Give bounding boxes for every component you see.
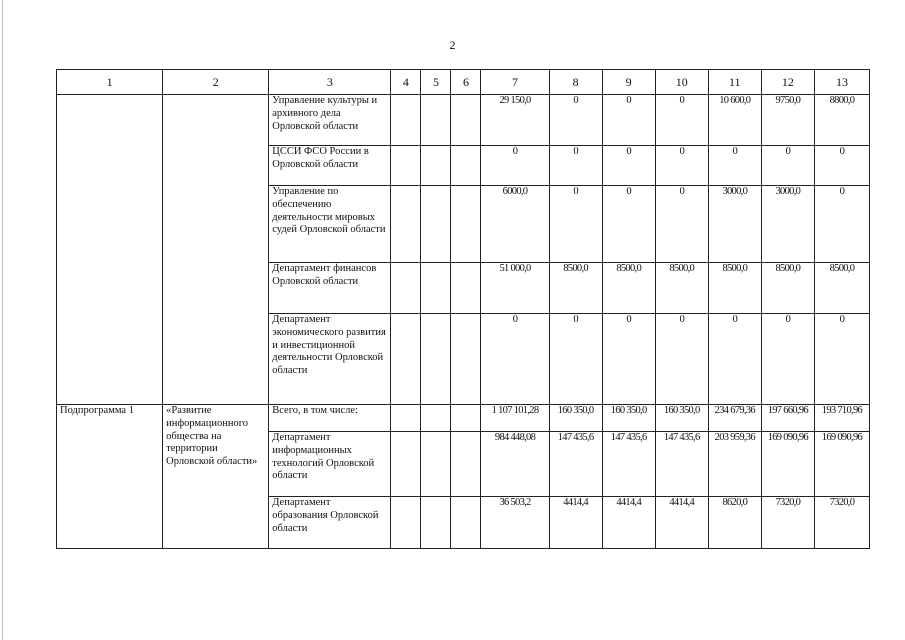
program-name-cell — [163, 95, 269, 405]
column-header: 2 — [163, 70, 269, 95]
empty-cell — [391, 405, 421, 432]
column-header: 11 — [708, 70, 761, 95]
executor-cell: ЦССИ ФСО России в Орловской области — [269, 146, 391, 186]
empty-cell — [391, 186, 421, 263]
column-header: 9 — [602, 70, 655, 95]
value-cell: 0 — [549, 95, 602, 146]
value-cell: 0 — [602, 186, 655, 263]
column-header: 3 — [269, 70, 391, 95]
value-cell: 0 — [761, 314, 814, 405]
value-cell: 51 000,0 — [481, 263, 549, 314]
executor-cell: Департамент экономического развития и инвестиционной деятельности Орловской области — [269, 314, 391, 405]
empty-cell — [421, 263, 451, 314]
empty-cell — [451, 95, 481, 146]
value-cell: 193 710,96 — [814, 405, 869, 432]
value-cell: 8500,0 — [602, 263, 655, 314]
value-cell: 984 448,08 — [481, 432, 549, 497]
page-number: 2 — [449, 38, 456, 52]
value-cell: 10 600,0 — [708, 95, 761, 146]
empty-cell — [451, 263, 481, 314]
executor-cell: Департамент информационных технологий Орловской области — [269, 432, 391, 497]
value-cell: 0 — [655, 146, 708, 186]
value-cell: 3000,0 — [708, 186, 761, 263]
value-cell: 0 — [602, 314, 655, 405]
value-cell: 4414,4 — [655, 497, 708, 549]
value-cell: 0 — [602, 146, 655, 186]
column-header: 13 — [814, 70, 869, 95]
empty-cell — [421, 95, 451, 146]
value-cell: 9750,0 — [761, 95, 814, 146]
value-cell: 0 — [549, 186, 602, 263]
value-cell: 203 959,36 — [708, 432, 761, 497]
value-cell: 234 679,36 — [708, 405, 761, 432]
empty-cell — [451, 314, 481, 405]
empty-cell — [451, 186, 481, 263]
empty-cell — [451, 405, 481, 432]
value-cell: 0 — [602, 95, 655, 146]
value-cell: 1 107 101,28 — [481, 405, 549, 432]
value-cell: 6000,0 — [481, 186, 549, 263]
value-cell: 197 660,96 — [761, 405, 814, 432]
value-cell: 7320,0 — [814, 497, 869, 549]
executor-cell: Управление по обеспечению деятельности мировых судей Орловской области — [269, 186, 391, 263]
value-cell: 29 150,0 — [481, 95, 549, 146]
empty-cell — [391, 314, 421, 405]
value-cell: 8620,0 — [708, 497, 761, 549]
empty-cell — [421, 146, 451, 186]
value-cell: 4414,4 — [549, 497, 602, 549]
value-cell: 160 350,0 — [602, 405, 655, 432]
value-cell: 0 — [814, 314, 869, 405]
empty-cell — [421, 405, 451, 432]
value-cell: 0 — [481, 314, 549, 405]
value-cell: 0 — [481, 146, 549, 186]
value-cell: 8500,0 — [708, 263, 761, 314]
value-cell: 147 435,6 — [602, 432, 655, 497]
value-cell: 36 503,2 — [481, 497, 549, 549]
value-cell: 0 — [655, 95, 708, 146]
empty-cell — [391, 432, 421, 497]
column-header: 12 — [761, 70, 814, 95]
empty-cell — [421, 314, 451, 405]
value-cell: 0 — [655, 186, 708, 263]
value-cell: 4414,4 — [602, 497, 655, 549]
value-cell: 0 — [549, 146, 602, 186]
header-row — [57, 70, 870, 95]
executor-cell: Всего, в том числе: — [269, 405, 391, 432]
table-row — [57, 95, 870, 146]
executor-cell: Департамент финансов Орловской области — [269, 263, 391, 314]
value-cell: 3000,0 — [761, 186, 814, 263]
subprogram-cell: Подпрограмма 1 — [57, 405, 163, 549]
column-header: 8 — [549, 70, 602, 95]
value-cell: 8800,0 — [814, 95, 869, 146]
value-cell: 0 — [814, 186, 869, 263]
executor-cell: Управление культуры и архивного дела Орловской области — [269, 95, 391, 146]
value-cell: 0 — [549, 314, 602, 405]
column-header: 4 — [391, 70, 421, 95]
column-header: 6 — [451, 70, 481, 95]
value-cell: 8500,0 — [761, 263, 814, 314]
empty-cell — [391, 497, 421, 549]
subprogram-name-cell: «Развитие информационного общества на территории Орловской области» — [163, 405, 269, 549]
empty-cell — [391, 95, 421, 146]
value-cell: 160 350,0 — [549, 405, 602, 432]
scan-edge-line — [2, 0, 3, 640]
value-cell: 0 — [761, 146, 814, 186]
column-header: 7 — [481, 70, 549, 95]
value-cell: 0 — [814, 146, 869, 186]
value-cell: 169 090,96 — [814, 432, 869, 497]
value-cell: 0 — [708, 314, 761, 405]
value-cell: 0 — [708, 146, 761, 186]
column-header: 5 — [421, 70, 451, 95]
empty-cell — [451, 497, 481, 549]
empty-cell — [421, 432, 451, 497]
empty-cell — [391, 146, 421, 186]
column-header: 1 — [57, 70, 163, 95]
value-cell: 160 350,0 — [655, 405, 708, 432]
value-cell: 8500,0 — [814, 263, 869, 314]
empty-cell — [451, 432, 481, 497]
program-cell — [57, 95, 163, 405]
executor-cell: Департамент образования Орловской области — [269, 497, 391, 549]
column-header: 10 — [655, 70, 708, 95]
empty-cell — [421, 186, 451, 263]
value-cell: 0 — [655, 314, 708, 405]
value-cell: 147 435,6 — [655, 432, 708, 497]
empty-cell — [391, 263, 421, 314]
budget-table — [56, 69, 870, 549]
value-cell: 147 435,6 — [549, 432, 602, 497]
value-cell: 169 090,96 — [761, 432, 814, 497]
table-row-total — [57, 405, 870, 432]
value-cell: 8500,0 — [655, 263, 708, 314]
value-cell: 8500,0 — [549, 263, 602, 314]
empty-cell — [451, 146, 481, 186]
empty-cell — [421, 497, 451, 549]
value-cell: 7320,0 — [761, 497, 814, 549]
